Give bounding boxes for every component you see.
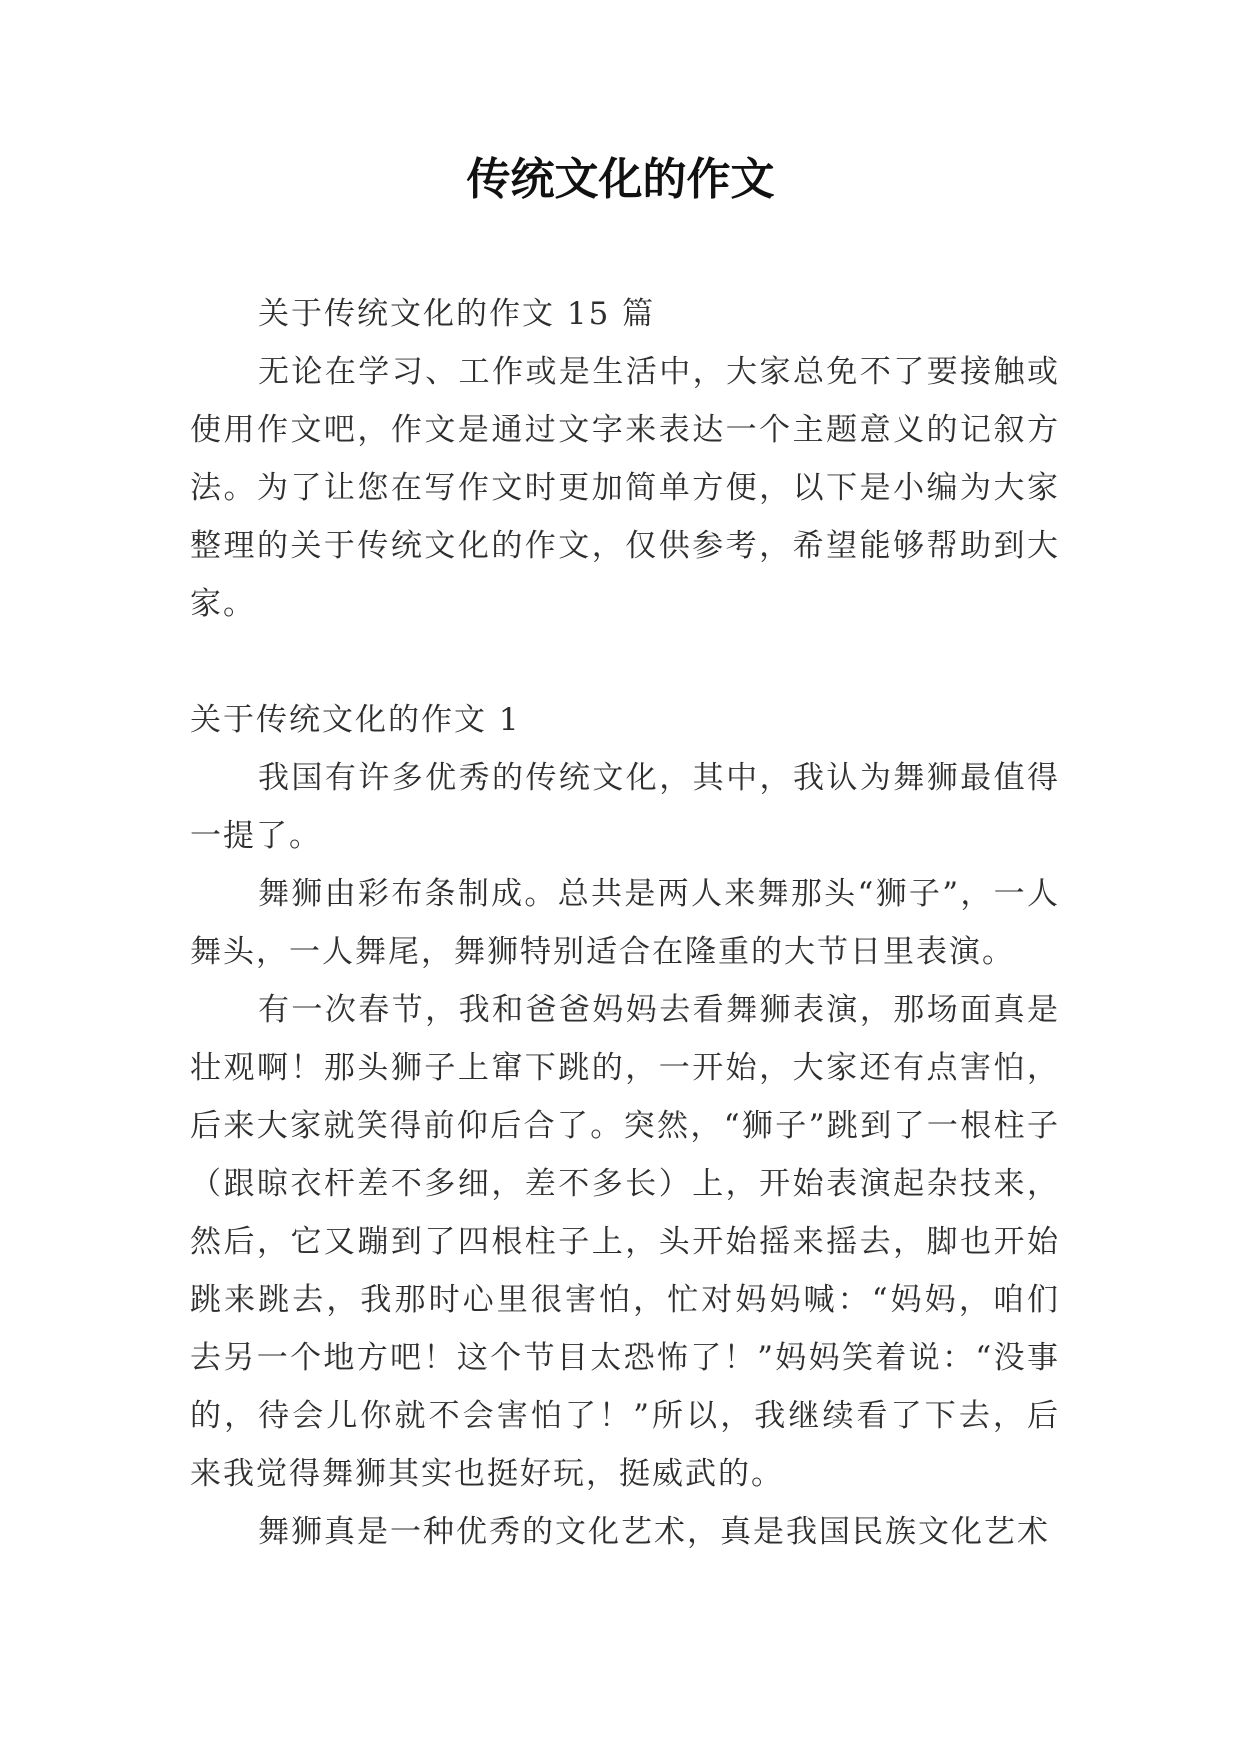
document-title: 传统文化的作文 [466,154,775,205]
intro-paragraph: 无论在学习、工作或是生活中，大家总免不了要接触或使用作文吧，作文是通过文字来表达一个主题意义的记叙方法。为了让您在写作文时更加简单方便，以下是小编为大家整理的关于传统文化的作文，仅供参考，希望能够帮助到大家。 [190,354,1060,622]
body-paragraph: 舞狮由彩布条制成。总共是两人来舞那头“狮子”，一人舞头，一人舞尾，舞狮特别适合在隆重的大节日里表演。 [190,876,1060,970]
body-paragraph: 舞狮真是一种优秀的文化艺术，真是我国民族文化艺术 [258,1514,1050,1550]
body-paragraph: 我国有许多优秀的传统文化，其中，我认为舞狮最值得一提了。 [190,760,1060,854]
document-body [190,285,1060,1561]
section-heading: 关于传统文化的作文 1 [190,702,521,738]
body-paragraph: 有一次春节，我和爸爸妈妈去看舞狮表演，那场面真是壮观啊！那头狮子上窜下跳的，一开始，大家还有点害怕，后来大家就笑得前仰后合了。突然，“狮子”跳到了一根柱子（跟晾衣杆差不多细，差不多长）上，开始表演起杂技来，然后，它又蹦到了四根柱子上，头开始摇来摇去，脚也开始跳来跳去，我那时心里很害怕，忙对妈妈喊：“妈妈，咱们去另一个地方吧！这个节目太恐怖了！”妈妈笑着说：“没事的，待会儿你就不会害怕了！”所以，我继续看了下去，后来我觉得舞狮其实也挺好玩，挺威武的。 [190,992,1060,1492]
document-subtitle: 关于传统文化的作文 15 篇 [258,296,656,332]
